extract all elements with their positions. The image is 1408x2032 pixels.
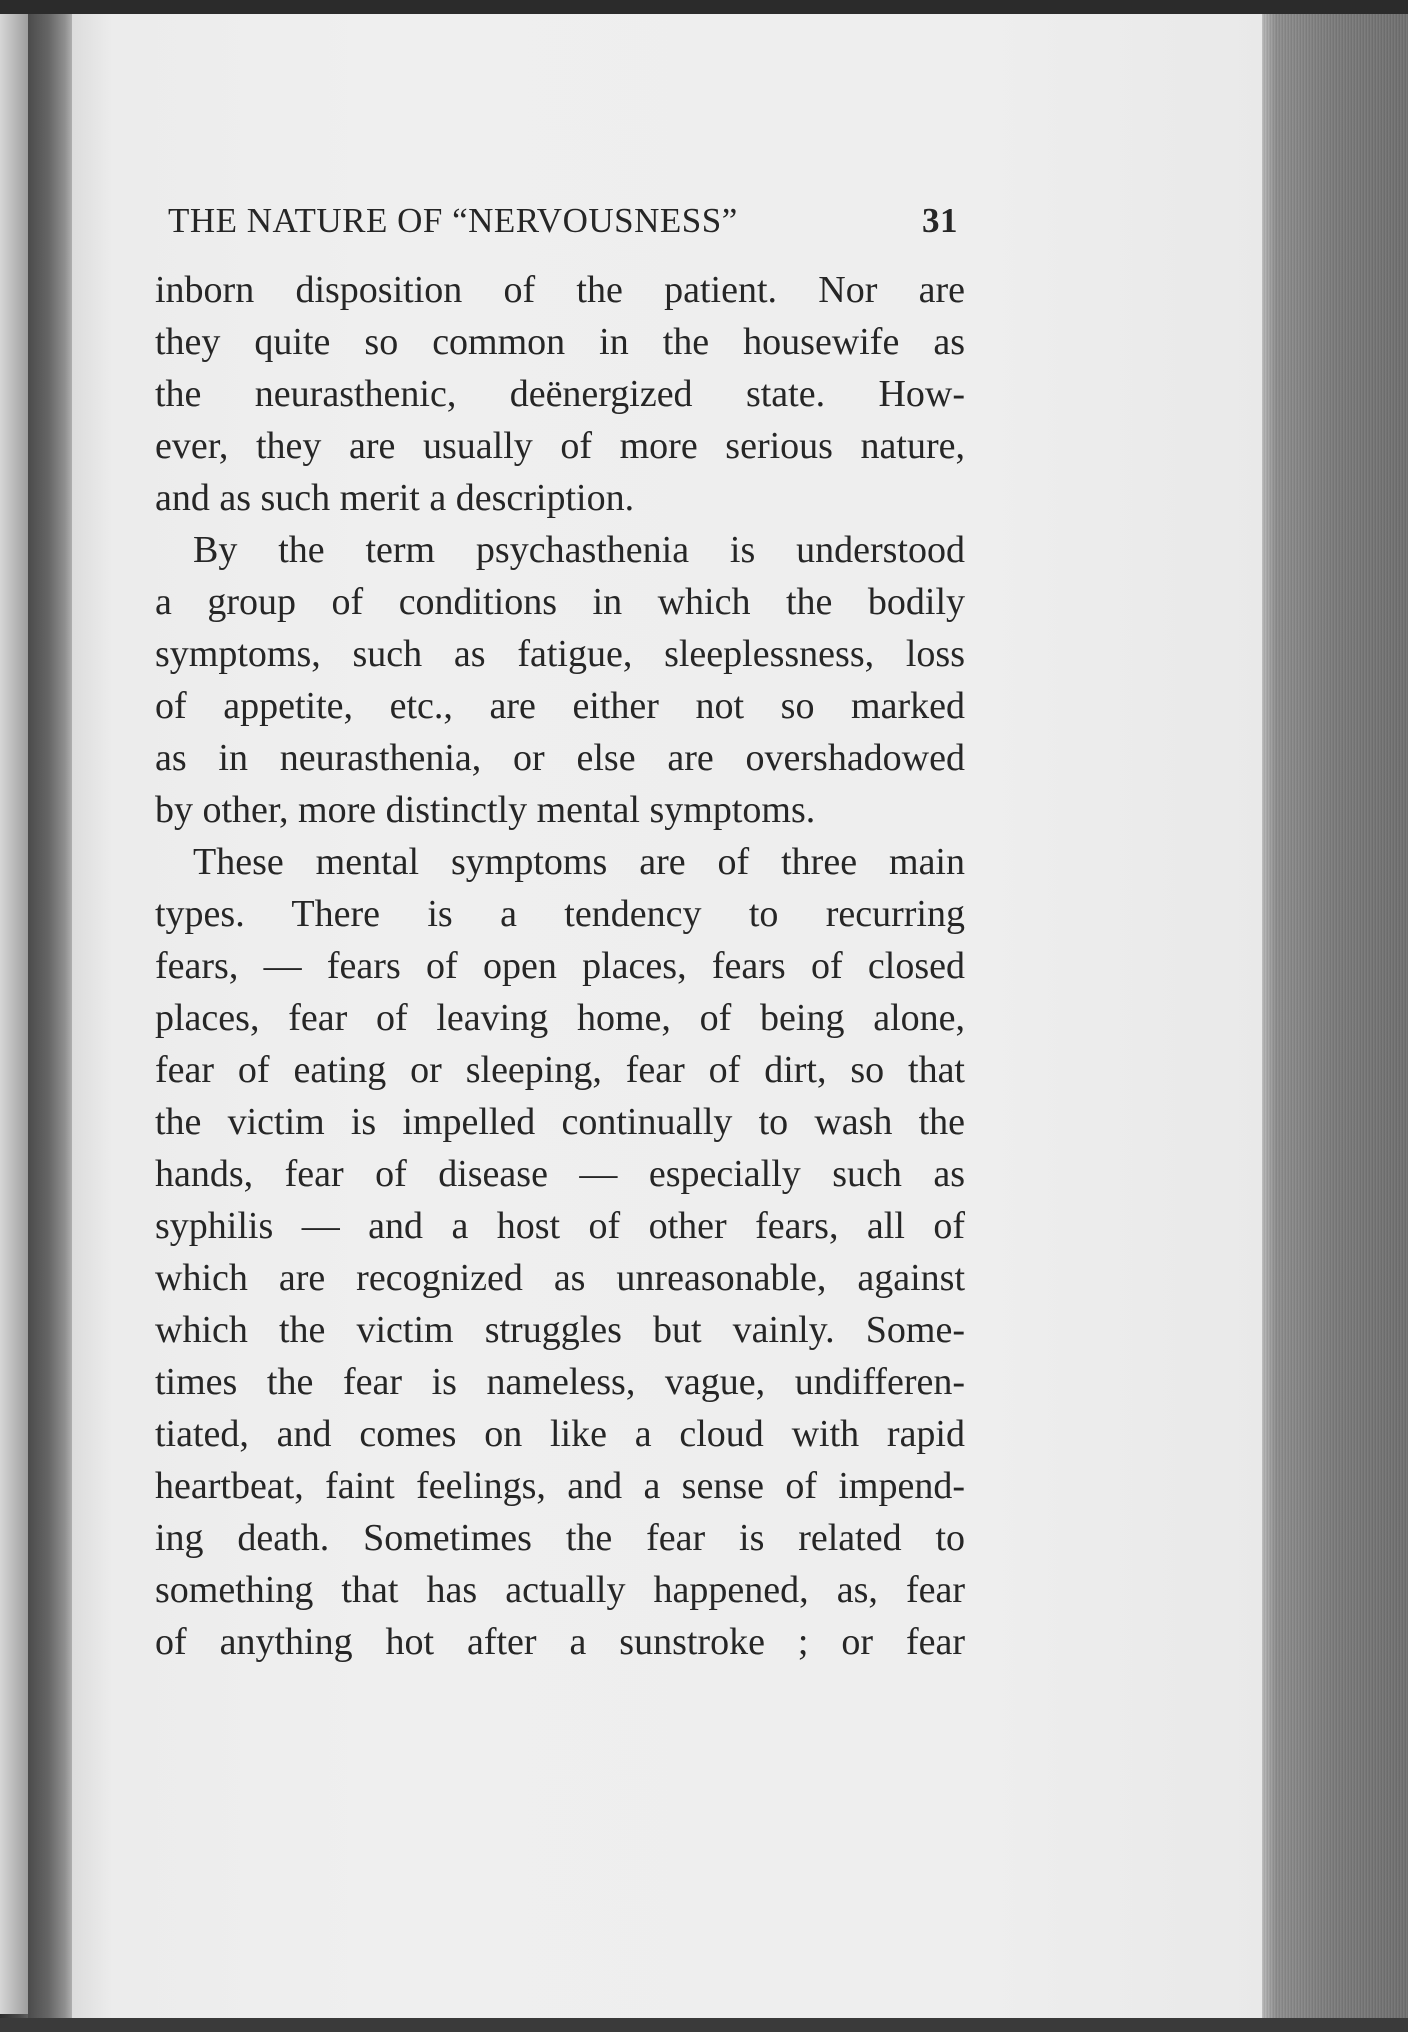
paragraph — [155, 836, 965, 1668]
text-line: syphilis — and a host of other fears, all of — [155, 1205, 965, 1247]
text-line: symptoms, such as fatigue, sleeplessness, loss — [155, 633, 965, 675]
text-line: a group of conditions in which the bodily — [155, 581, 965, 623]
previous-page-edge — [0, 14, 28, 2014]
text-line: types. There is a tendency to recurring — [155, 893, 965, 935]
text-line: By the term psychasthenia is understood — [193, 529, 965, 571]
text-line: by other, more distinctly mental symptoms. — [155, 789, 816, 831]
text-line: fear of eating or sleeping, fear of dirt, so that — [155, 1049, 965, 1091]
text-line: times the fear is nameless, vague, undifferen- — [155, 1361, 965, 1403]
text-line: of appetite, etc., are either not so marked — [155, 685, 965, 727]
page-number: 31 — [922, 201, 958, 240]
running-head-title: THE NATURE OF “NERVOUSNESS” — [168, 201, 738, 240]
text-line: fears, — fears of open places, fears of closed — [155, 945, 965, 987]
text-line: heartbeat, faint feelings, and a sense of impend- — [155, 1465, 965, 1507]
paragraph — [155, 264, 965, 524]
paragraph — [155, 524, 965, 836]
book-fore-edge — [1262, 14, 1408, 2032]
text-line: and as such merit a description. — [155, 477, 635, 519]
running-head — [168, 198, 958, 244]
scan-bottom-border — [0, 2018, 1408, 2032]
text-line: places, fear of leaving home, of being alone, — [155, 997, 965, 1039]
text-line: something that has actually happened, as, fear — [155, 1569, 965, 1611]
text-line: ing death. Sometimes the fear is related to — [155, 1517, 965, 1559]
text-line: of anything hot after a sunstroke ; or fear — [155, 1621, 965, 1663]
text-line: as in neurasthenia, or else are overshadowed — [155, 737, 965, 779]
text-line: which are recognized as unreasonable, against — [155, 1257, 965, 1299]
text-line: These mental symptoms are of three main — [193, 841, 965, 883]
text-line: tiated, and comes on like a cloud with rapid — [155, 1413, 965, 1455]
text-line: they quite so common in the housewife as — [155, 321, 965, 363]
book-gutter-shadow — [28, 14, 74, 2024]
text-line: which the victim struggles but vainly. Some- — [155, 1309, 965, 1351]
text-line: hands, fear of disease — especially such as — [155, 1153, 965, 1195]
text-line: the neurasthenic, deënergized state. How- — [155, 373, 965, 415]
text-line: inborn disposition of the patient. Nor are — [155, 269, 965, 311]
text-line: ever, they are usually of more serious nature, — [155, 425, 965, 467]
scan-top-border — [0, 0, 1408, 14]
body-text — [155, 264, 965, 1668]
text-line: the victim is impelled continually to wash the — [155, 1101, 965, 1143]
